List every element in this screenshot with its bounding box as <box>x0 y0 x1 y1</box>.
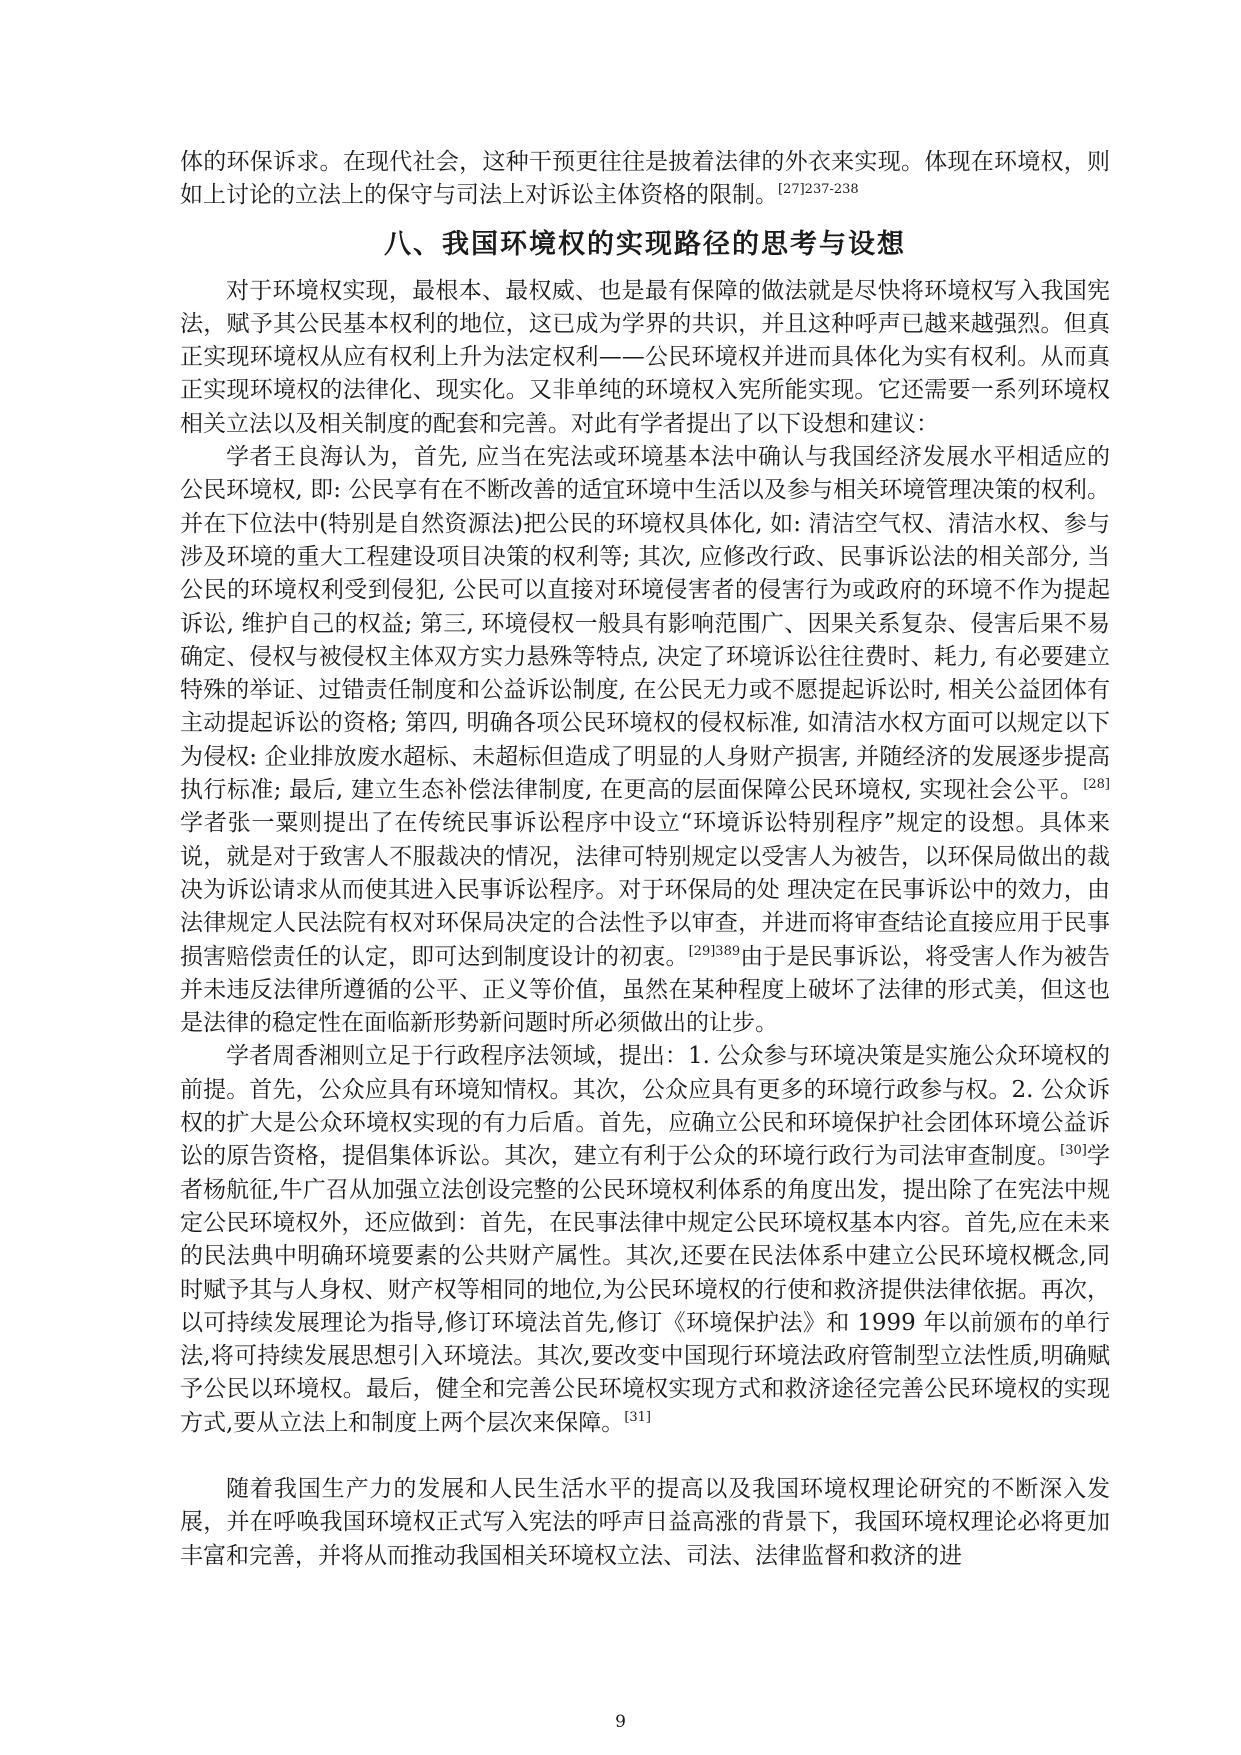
citation-31: [31] <box>624 1409 651 1425</box>
paragraph-2 <box>180 441 1110 1040</box>
citation-30: [30] <box>1060 1143 1087 1159</box>
paragraph-gap <box>180 1440 1110 1473</box>
section-heading: 八、我国环境权的实现路径的思考与设想 <box>384 228 906 260</box>
paragraph-3-part-2: 学者杨航征,牛广召从加强立法创设完整的公民环境权利体系的角度出发，提出除了在宪法中规定公民环境权外，还应做到：首先，在民事法律中规定公民环境权基本内容。首先,应在未来的民法典中明确环境要素的公共财产属性。其次,还要在民法体系中建立公民环境权概念,同时赋予其与人身权、财产权等相同的地位,为公民环境权的行使和救济提供法律依据。再次，以可持续发展理论为指导,修订环境法首先,修订《环境保护法》和 1999 年以前颁布的单行法,将可持续发展思想引入环境法。其次,要改变中国现行环境法政府管制型立法性质,明确赋予公民以环境权。最后，健全和完善公民环境权实现方式和救济途径完善公民环境权的实现方式,要从立法上和制度上两个层次来保障。 <box>180 1143 1111 1436</box>
paragraph-2-part-2: 学者张一粟则提出了在传统民事诉讼程序中设立“环境诉讼特别程序”规定的设想。具体来说，就是对于致害人不服裁决的情况，法律可特别规定以受害人为被告，以环保局做出的裁决为诉讼请求从而使其进入民事诉讼程序。对于环保局的处 理决定在民事诉讼中的效力，由法律规定人民法院有权对环保局决定的合法性予以审查，并进而将审查结论直接应用于民事损害赔偿责任的认定，即可达到制度设计的初衷。 <box>180 810 1110 970</box>
intro-paragraph <box>180 146 1110 213</box>
paragraph-2-part-1: 学者王良海认为，首先, 应当在宪法或环境基本法中确认与我国经济发展水平相适应的公民环境权, 即: 公民享有在不断改善的适宜环境中生活以及参与相关环境管理决策的权利。并在下位法中(特别是自然资源法)把公民的环境权具体化, 如: 清洁空气权、清洁水权、参与涉及环境的重大工程建设项目决策的权利等; 其次, 应修改行政、民事诉讼法的相关部分, 当公民的环境权利受到侵犯, 公民可以直接对环境侵害者的侵害行为或政府的环境不作为提起诉讼, 维护自己的权益; 第三, 环境侵权一般具有影响范围广、因果关系复杂、侵害后果不易确定、侵权与被侵权主体双方实力悬殊等特点, 决定了环境诉讼往往费时、耗力, 有必要建立特殊的举证、过错责任制度和公益诉讼制度, 在公民无力或不愿提起诉讼时, 相关公益团体有主动提起诉讼的资格; 第四, 明确各项公民环境权的侵权标准, 如清洁水权方面可以规定以下为侵权: 企业排放废水超标、未超标但造成了明显的人身财产损害, 并随经济的发展逐步提高执行标准; 最后, 建立生态补偿法律制度, 在更高的层面保障公民环境权, 实现社会公平。 <box>180 444 1110 804</box>
citation-27: [27]237-238 <box>778 182 859 198</box>
paragraph-3-part-1: 学者周香湘则立足于行政程序法领域，提出：1. 公众参与环境决策是实施公众环境权的前提。首先，公众应具有环境知情权。其次，公众应具有更多的环境行政参与权。2. 公众诉权的扩大是公众环境权实现的有力后盾。首先，应确立公民和环境保护社会团体环境公益诉讼的原告资格，提倡集体诉讼。其次，建立有利于公众的环境行政行为司法审查制度。 <box>180 1043 1110 1170</box>
paragraph-2-part-3: 由于是民事诉讼，将受害人作为被告并未违反法律所遵循的公平、正义等价值，虽然在某种程度上破坏了法律的形式美，但这也是法律的稳定性在面临新形势新问题时所必须做出的让步。 <box>180 943 1111 1037</box>
citation-28: [28] <box>1083 777 1110 793</box>
citation-29: [29]389 <box>688 943 741 959</box>
intro-paragraph-text: 体的环保诉求。在现代社会，这种干预更往往是披着法律的外衣来实现。体现在环境权，则如上讨论的立法上的保守与司法上对诉讼主体资格的限制。 <box>180 149 1110 209</box>
page-number: 9 <box>615 1712 626 1732</box>
paragraph-3 <box>180 1040 1110 1440</box>
document-page <box>180 146 1110 1573</box>
paragraph-4: 随着我国生产力的发展和人民生活水平的提高以及我国环境权理论研究的不断深入发展，并在呼唤我国环境权正式写入宪法的呼声日益高涨的背景下，我国环境权理论必将更加丰富和完善，并将从而推动我国相关环境权立法、司法、法律监督和救济的进 <box>180 1475 1110 1569</box>
paragraph-1: 对于环境权实现，最根本、最权威、也是最有保障的做法就是尽快将环境权写入我国宪法，赋予其公民基本权利的地位，这已成为学界的共识，并且这种呼声已越来越强烈。但真正实现环境权从应有权利上升为法定权利——公民环境权并进而具体化为实有权利。从而真正实现环境权的法律化、现实化。又非单纯的环境权入宪所能实现。它还需要一系列环境权相关立法以及相关制度的配套和完善。对此有学者提出了以下设想和建议： <box>180 277 1110 437</box>
